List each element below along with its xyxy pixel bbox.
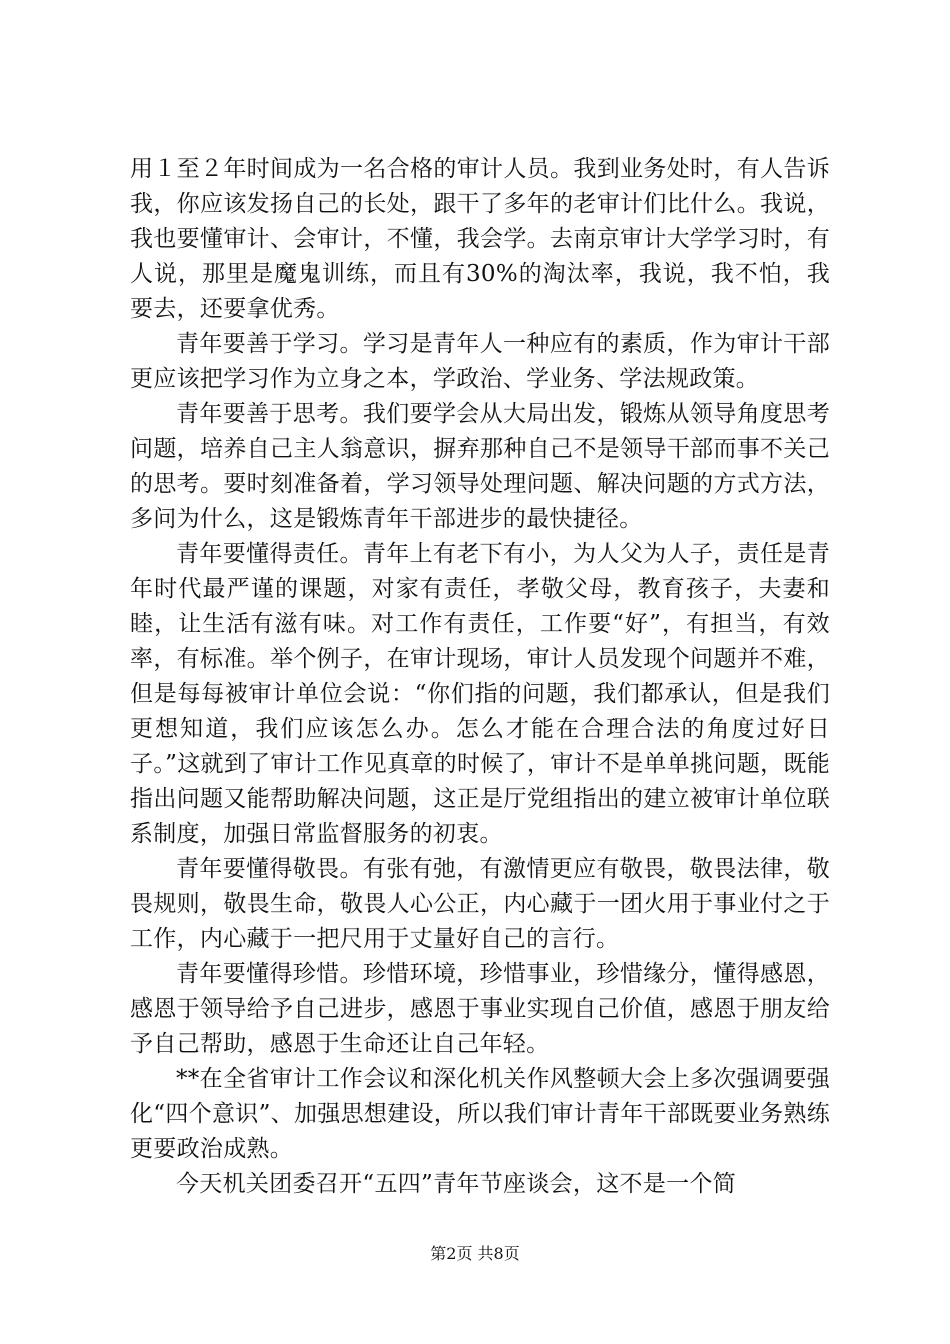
paragraph-thinking: 青年要善于思考。我们要学会从大局出发，锻炼从领导角度思考问题，培养自己主人翁意识，摒弃那种自己不是领导干部而事不关己的思考。要时刻准备着，学习领导处理问题、解决问题的方式方法，多问为什么，这是锻炼青年干部进步的最快捷径。 bbox=[130, 401, 830, 532]
document-body bbox=[130, 152, 830, 1202]
paragraph-cherish: 青年要懂得珍惜。珍惜环境，珍惜事业，珍惜缘分，懂得感恩，感恩于领导给予自己进步，感恩于事业实现自己价值，感恩于朋友给予自己帮助，感恩于生命还让自己年轻。 bbox=[130, 961, 830, 1057]
paragraph-meeting: 今天机关团委召开“五四”青年节座谈会，这不是一个简 bbox=[176, 1171, 737, 1197]
paragraph-continuation: 用１至２年时间成为一名合格的审计人员。我到业务处时，有人告诉我，你应该发扬自己的长处，跟干了多年的老审计们比什么。我说，我也要懂审计、会审计，不懂，我会学。去南京审计大学学习时，有人说，那里是魔鬼训练，而且有30%的淘汰率，我说，我不怕，我要去，还要拿优秀。 bbox=[130, 156, 830, 322]
paragraph-reverence: 青年要懂得敬畏。有张有弛，有激情更应有敬畏，敬畏法律，敬畏规则，敬畏生命，敬畏人心公正，内心藏于一团火用于事业付之于工作，内心藏于一把尺用于丈量好自己的言行。 bbox=[130, 856, 830, 952]
paragraph-political: **在全省审计工作会议和深化机关作风整顿大会上多次强调要强化“四个意识”、加强思想建设，所以我们审计青年干部既要业务熟练更要政治成熟。 bbox=[130, 1066, 830, 1162]
paragraph-study: 青年要善于学习。学习是青年人一种应有的素质，作为审计干部更应该把学习作为立身之本，学政治、学业务、学法规政策。 bbox=[130, 331, 830, 392]
page-number-footer: 第2页 共8页 bbox=[430, 1244, 520, 1263]
paragraph-responsibility: 青年要懂得责任。青年上有老下有小，为人父为人子，责任是青年时代最严谨的课题，对家有责任，孝敬父母，教育孩子，夫妻和睦，让生活有滋有味。对工作有责任，工作要“好”，有担当，有效率，有标准。举个例子，在审计现场，审计人员发现个问题并不难，但是每每被审计单位会说：“你们指的问题，我们都承认，但是我们更想知道，我们应该怎么办。怎么才能在合理合法的角度过好日子。”这就到了审计工作见真章的时候了，审计不是单单挑问题，既能指出问题又能帮助解决问题，这正是厅党组指出的建立被审计单位联系制度，加强日常监督服务的初衷。 bbox=[130, 541, 830, 847]
